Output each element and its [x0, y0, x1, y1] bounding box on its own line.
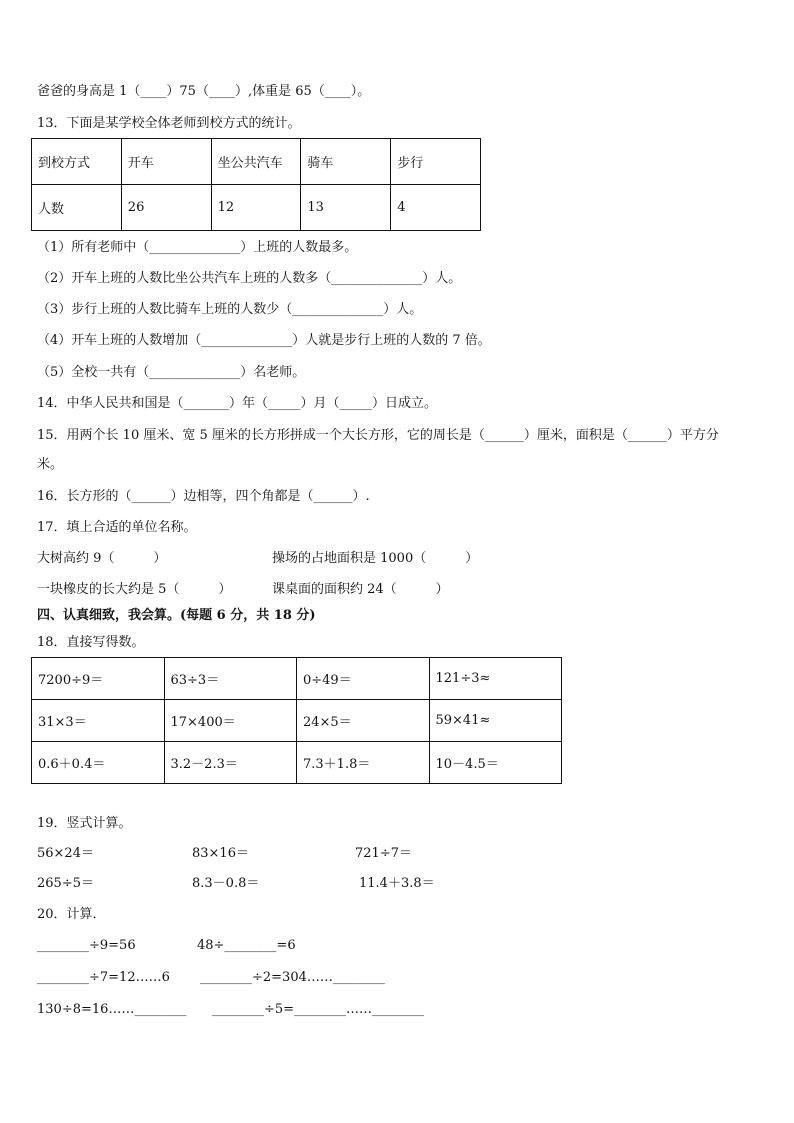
q13-sub4: （4）开车上班的人数增加（______________）人就是步行上班的人数的 7 倍。: [37, 333, 491, 348]
q19-item: 265÷5＝: [37, 876, 94, 891]
calc-cell: 31×3＝: [32, 700, 165, 742]
survey-header-row: [32, 139, 481, 185]
calc-cell: 17×400＝: [164, 700, 297, 742]
calc-row: [32, 700, 562, 742]
q20-item: 130÷8=16……________: [37, 1002, 187, 1017]
survey-data-cell: 26: [121, 185, 211, 231]
q19-item: 56×24＝: [37, 846, 94, 861]
calc-cell: 63÷3＝: [164, 658, 297, 700]
survey-header-cell: 开车: [121, 139, 211, 185]
survey-header-cell: 骑车: [301, 139, 391, 185]
calc-table: [31, 657, 562, 784]
q19-item: 721÷7＝: [355, 846, 412, 861]
q12-continuation: 爸爸的身高是 1（____）75（____）,体重是 65（____）。: [37, 84, 371, 99]
survey-data-cell: 人数: [32, 185, 122, 231]
calc-cell: 7.3＋1.8＝: [297, 742, 430, 784]
survey-table: [31, 138, 481, 231]
q17-item-c: 一块橡皮的长大约是 5（ ）: [37, 582, 232, 597]
section-four-heading: 四、认真细致，我会算。(每题 6 分，共 18 分): [37, 608, 316, 623]
calc-cell: 10－4.5＝: [429, 742, 562, 784]
calc-cell: 121÷3≈: [429, 658, 562, 700]
q13-title: 13．下面是某学校全体老师到校方式的统计。: [37, 116, 301, 131]
q20-item: ________÷9=56: [37, 938, 136, 953]
q15-line1: 15．用两个长 10 厘米、宽 5 厘米的长方形拼成一个大长方形，它的周长是（______）厘米，面积是（______）平方分: [37, 428, 719, 443]
q20-item: ________÷5=________……________: [212, 1002, 425, 1017]
q19-item: 8.3－0.8＝: [192, 876, 260, 891]
q17-item-b: 操场的占地面积是 1000（ ）: [272, 551, 479, 566]
q19-item: 83×16＝: [192, 846, 249, 861]
q13-sub3: （3）步行上班的人数比骑车上班的人数少（______________）人。: [37, 302, 423, 317]
survey-data-row: [32, 185, 481, 231]
q14: 14．中华人民共和国是（_______）年（_____）月（_____）日成立。: [37, 396, 438, 411]
survey-header-cell: 步行: [391, 139, 481, 185]
q16: 16．长方形的（______）边相等，四个角都是（______）.: [37, 489, 370, 504]
calc-row: [32, 658, 562, 700]
q19-item: 11.4＋3.8＝: [359, 876, 435, 891]
survey-data-cell: 4: [391, 185, 481, 231]
calc-cell: 7200÷9＝: [32, 658, 165, 700]
q20-title: 20．计算．: [37, 907, 106, 922]
q17-item-d: 课桌面的面积约 24（ ）: [272, 582, 449, 597]
calc-cell: 3.2－2.3＝: [164, 742, 297, 784]
q20-item: ________÷2=304……________: [200, 970, 385, 985]
q13-sub2: （2）开车上班的人数比坐公共汽车上班的人数多（______________）人。: [37, 271, 462, 286]
q19-title: 19．竖式计算。: [37, 816, 132, 831]
q17-item-a: 大树高约 9（ ）: [37, 551, 167, 566]
calc-cell: 59×41≈: [429, 700, 562, 742]
q13-sub5: （5）全校一共有（______________）名老师。: [37, 365, 306, 380]
q17-title: 17．填上合适的单位名称。: [37, 520, 197, 535]
calc-cell: 24×5＝: [297, 700, 430, 742]
calc-cell: 0.6＋0.4＝: [32, 742, 165, 784]
survey-header-cell: 坐公共汽车: [211, 139, 301, 185]
calc-row: [32, 742, 562, 784]
q20-item: ________÷7=12……6: [37, 970, 170, 985]
q15-line2: 米。: [37, 457, 64, 472]
q20-item: 48÷________=6: [197, 938, 296, 953]
q13-sub1: （1）所有老师中（______________）上班的人数最多。: [37, 240, 358, 255]
survey-data-cell: 12: [211, 185, 301, 231]
survey-header-cell: 到校方式: [32, 139, 122, 185]
calc-cell: 0÷49＝: [297, 658, 430, 700]
survey-data-cell: 13: [301, 185, 391, 231]
q18-title: 18．直接写得数。: [37, 635, 145, 650]
